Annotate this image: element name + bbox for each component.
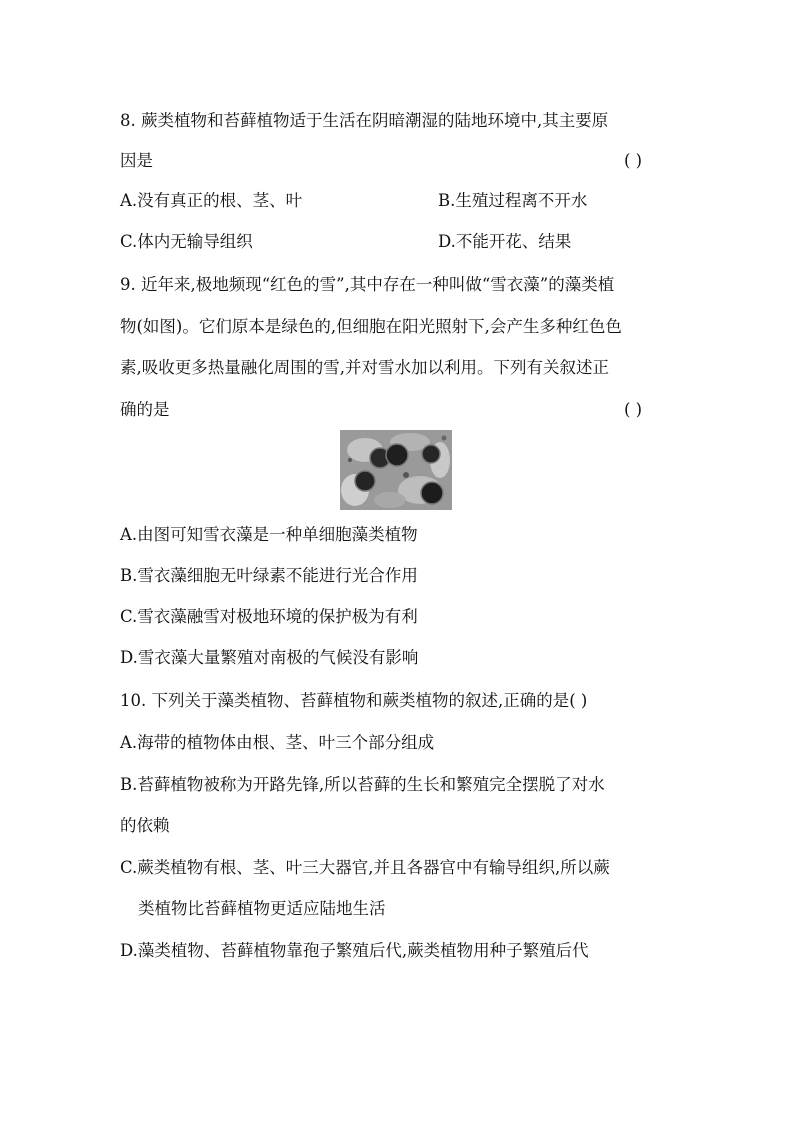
q10-option-b-line2: 的依赖 — [120, 816, 170, 835]
q8-stem-line1: 8. 蕨类植物和苔藓植物适于生活在阴暗潮湿的陆地环境中,其主要原 — [120, 111, 609, 130]
q8-option-c: C.体内无输导组织 — [120, 232, 253, 251]
q8-option-b: B.生殖过程离不开水 — [438, 191, 588, 210]
q9-answer-bracket: ( ) — [624, 400, 643, 419]
snow-algae-micrograph — [340, 430, 452, 510]
q8-option-a: A.没有真正的根、茎、叶 — [120, 191, 303, 210]
q10-option-d: D.藻类植物、苔藓植物靠孢子繁殖后代,蕨类植物用种子繁殖后代 — [120, 941, 589, 960]
q9-option-c: C.雪衣藻融雪对极地环境的保护极为有利 — [120, 607, 418, 626]
q9-stem-line2: 物(如图)。它们原本是绿色的,但细胞在阳光照射下,会产生多种红色色 — [120, 317, 622, 336]
q10-option-c-line1: C.蕨类植物有根、茎、叶三大器官,并且各器官中有输导组织,所以蕨 — [120, 858, 610, 877]
q8-answer-bracket: ( ) — [624, 151, 643, 170]
q9-option-a: A.由图可知雪衣藻是一种单细胞藻类植物 — [120, 525, 418, 544]
q8-option-d: D.不能开花、结果 — [438, 232, 572, 251]
q10-stem-line1: 10. 下列关于藻类植物、苔藓植物和蕨类植物的叙述,正确的是( ) — [120, 691, 588, 710]
q9-stem-line3: 素,吸收更多热量融化周围的雪,并对雪水加以利用。下列有关叙述正 — [120, 358, 609, 377]
q9-option-b: B.雪衣藻细胞无叶绿素不能进行光合作用 — [120, 566, 418, 585]
q10-option-b-line1: B.苔藓植物被称为开路先锋,所以苔藓的生长和繁殖完全摆脱了对水 — [120, 775, 605, 794]
q9-stem-line1: 9. 近年来,极地频现“红色的雪”,其中存在一种叫做“雪衣藻”的藻类植 — [120, 275, 615, 294]
q9-stem-line4: 确的是 — [120, 400, 170, 419]
q8-stem-line2: 因是 — [120, 151, 153, 170]
q9-option-d: D.雪衣藻大量繁殖对南极的气候没有影响 — [120, 648, 419, 667]
q10-option-c-line2: 类植物比苔藓植物更适应陆地生活 — [138, 899, 386, 918]
q10-option-a: A.海带的植物体由根、茎、叶三个部分组成 — [120, 733, 435, 752]
